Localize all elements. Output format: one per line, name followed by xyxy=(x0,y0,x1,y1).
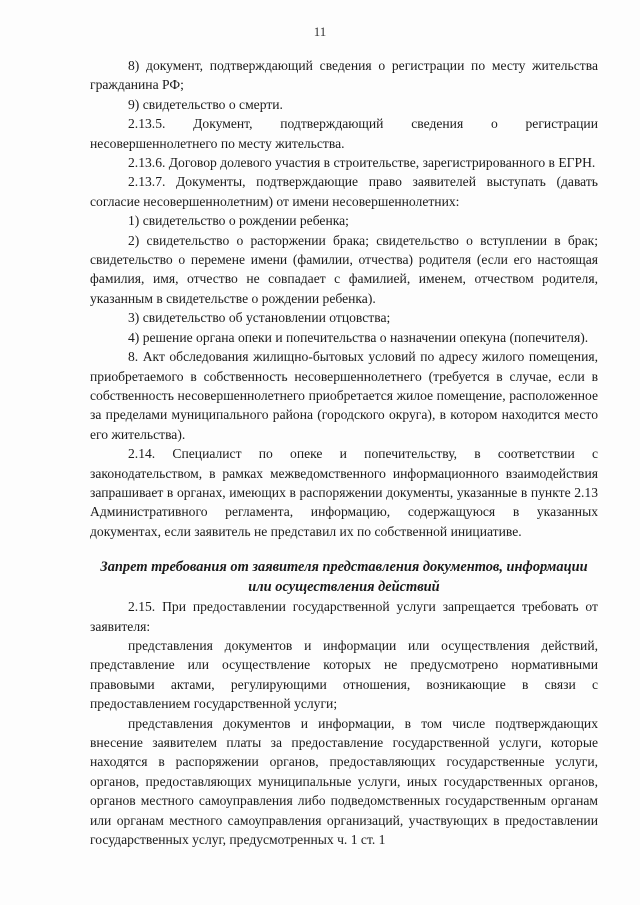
paragraph-2-14: 2.14. Специалист по опеке и попечительству, в соответствии с законодательством, в рамках межведомственного информационного взаимодействия запрашивает в органах, имеющих в распоряжении документы, указанные в пункте 2.13 Административного регламента, информацию, содержащуюся в указанных документах, если заявитель не представил их по собственной инициативе. xyxy=(90,446,598,539)
paragraph-2-15-a: представления документов и информации или осуществления действий, представление или осуществление которых не предусмотрено нормативными правовыми актами, регулирующими отношения, возникающие в связи с предоставлением государственной услуги; xyxy=(90,637,598,712)
paragraph-item-9: 9) свидетельство о смерти. xyxy=(128,96,283,112)
paragraph-2-13-7: 2.13.7. Документы, подтверждающие право заявителей выступать (давать согласие несовершеннолетним) от имени несовершеннолетних: xyxy=(90,174,598,209)
paragraph-list-4: 4) решение органа опеки и попечительства о назначении опекуна (попечителя). xyxy=(128,329,589,345)
section-heading: Запрет требования от заявителя представления документов, информации или осуществления действий xyxy=(100,559,588,596)
paragraph-2-15: 2.15. При предоставлении государственной услуги запрещается требовать от заявителя: xyxy=(90,599,598,634)
document-body xyxy=(90,56,598,849)
page-number: 11 xyxy=(313,24,327,39)
paragraph-2-13-6: 2.13.6. Договор долевого участия в строительстве, зарегистрированного в ЕГРН. xyxy=(128,155,596,171)
paragraph-item-8-act: 8. Акт обследования жилищно-бытовых условий по адресу жилого помещения, приобретаемого в собственность несовершеннолетнего (требуется в случае, если в собственность несовершеннолетнего приобретается жилое помещение, расположенное за пределами муниципального района (городского округа), в котором находится место его жительства). xyxy=(90,349,598,442)
paragraph-2-15-b: представления документов и информации, в том числе подтверждающих внесение заявителем платы за предоставление государственной услуги, которые находятся в распоряжении органов, предоставляющих государственные услуги, органов, предоставляющих муниципальные услуги, иных государственных органов, органов местного самоуправления либо подведомственных государственным органам или органам местного самоуправления организаций, участвующих в предоставлении государственных услуг, предусмотренных ч. 1 ст. 1 xyxy=(90,715,598,848)
paragraph-2-13-5: 2.13.5. Документ, подтверждающий сведения о регистрации несовершеннолетнего по месту жительства. xyxy=(90,116,598,151)
paragraph-item-8: 8) документ, подтверждающий сведения о регистрации по месту жительства гражданина РФ; xyxy=(90,58,598,93)
paragraph-list-3: 3) свидетельство об установлении отцовства; xyxy=(128,310,391,326)
paragraph-list-1: 1) свидетельство о рождении ребенка; xyxy=(128,213,349,229)
paragraph-list-2: 2) свидетельство о расторжении брака; свидетельство о вступлении в брак; свидетельство о перемене имени (фамилии, отчества) родителя (если его настоящая фамилия, имя, отчество не совпадает с фамилией, именем, отчеством родителя, указанным в свидетельстве о рождении ребенка). xyxy=(90,232,598,306)
